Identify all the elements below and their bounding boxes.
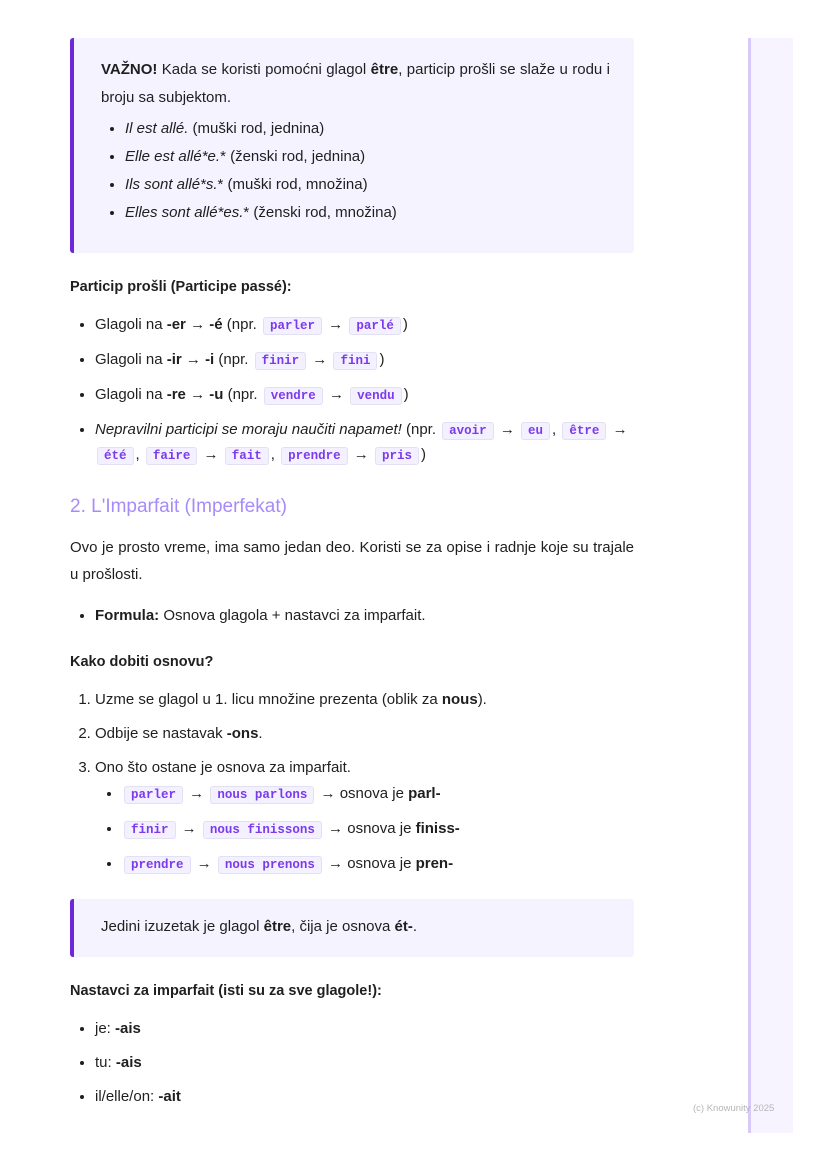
stem-examples-list [95,782,634,877]
text: ) [379,351,385,368]
text: Glagoli na [95,316,167,333]
text: → [185,785,209,802]
code-term: fait [225,447,269,465]
text: (npr. [222,316,261,333]
text: Ono što ostane je osnova za imparfait. [95,759,351,776]
endings-list [70,1017,634,1109]
bold-text: -é [209,316,223,333]
code-term: finir [124,821,176,839]
bold-text: ét- [394,918,413,935]
text: → [181,351,206,368]
bold-text: -ais [115,1020,141,1037]
text: → [192,855,216,872]
list-item [95,418,634,468]
text: (npr. [401,421,441,438]
text: , [270,446,280,463]
text: → [495,421,520,438]
code-term: parler [263,317,322,335]
bold-text: nous [441,691,478,708]
code-term: nous finissons [203,821,322,839]
text: ). [477,691,487,708]
text: ) [402,316,408,333]
text: (muški rod, jednina) [188,120,325,137]
bold-text: être [263,918,292,935]
code-term: vendu [350,387,402,405]
text: → [199,446,223,463]
italic-text: Nepravilni participi se moraju naučiti napamet! [95,421,402,438]
section-title: 2. L'Imparfait (Imperfekat) [70,496,287,517]
text: , [552,421,561,438]
list-item [95,722,634,746]
callout-intro [101,56,610,112]
list-item [125,117,610,140]
text: , [135,446,144,463]
list-item [95,1085,634,1109]
important-callout [70,38,634,253]
list-item [95,1017,634,1041]
bold-text: VAŽNO! [101,61,158,78]
bold-text: finiss- [415,820,460,837]
text: → osnova je [323,820,416,837]
text: il/elle/on: [95,1088,159,1105]
text: → [177,820,201,837]
stem-heading: Kako dobiti osnovu? [70,654,214,670]
code-term: nous parlons [210,786,314,804]
text: (npr. [223,386,262,403]
participle-list [70,313,634,468]
right-margin-panel [748,38,793,1133]
participle-heading: Particip prošli (Participe passé): [70,279,292,295]
code-term: finir [255,352,307,370]
code-term: avoir [442,422,494,440]
code-term: parlé [349,317,401,335]
text: → [185,386,210,403]
bold-text: pren- [415,855,454,872]
list-item [95,1051,634,1075]
italic-text: Il est allé. [125,120,189,137]
list-item [125,145,610,168]
code-term: faire [146,447,198,465]
text: . [412,918,418,935]
code-term: parler [124,786,183,804]
text: → [323,316,348,333]
text: Glagoli na [95,351,167,368]
code-term: été [97,447,134,465]
step-text [95,759,351,776]
bold-text: -ons [226,725,259,742]
italic-text: Ils sont allé*s. [125,176,218,193]
list-item [95,313,634,338]
italic-text: Elles sont allé*es. [125,204,244,221]
text: . [258,725,263,742]
code-term: eu [521,422,550,440]
text: (npr. [214,351,253,368]
list-item [125,201,610,224]
bold-text: -i [205,351,215,368]
bold-text: -ait [158,1088,181,1105]
gender-agreement-list [101,117,610,224]
list-item [95,756,634,877]
text: * (ženski rod, množina) [243,204,397,221]
bold-text: être [370,61,399,78]
bold-text: -ir [166,351,182,368]
text: Osnova glagola + nastavci za imparfait. [159,607,426,624]
text: → [324,386,349,403]
text: Jedini izuzetak je glagol [101,918,264,935]
exception-callout [70,899,634,957]
text: ) [403,386,409,403]
text: je: [95,1020,116,1037]
text: Kada se koristi pomoćni glagol [157,61,371,78]
code-term: vendre [264,387,323,405]
text: ) [420,446,426,463]
text: tu: [95,1054,116,1071]
code-term: prendre [281,447,348,465]
list-item [95,688,634,712]
list-item [122,817,634,842]
text: , particip prošli se slaže u rodu i broju sa subjektom. [101,61,610,106]
code-term: fini [333,352,377,370]
formula-list [70,604,634,628]
bold-text: -ais [115,1054,142,1071]
list-item [95,383,634,408]
list-item [125,173,610,196]
code-term: être [562,422,606,440]
bold-text: -re [166,386,186,403]
stem-steps-list [70,688,634,877]
footer-copyright: (c) Knowunity 2025 [693,1103,775,1114]
list-item [122,782,634,807]
text: Glagoli na [95,386,167,403]
text: * (ženski rod, jednina) [220,148,366,165]
bold-text: -u [209,386,224,403]
text: * (muški rod, množina) [217,176,368,193]
list-item [122,852,634,877]
code-term: prendre [124,856,191,874]
bold-text: -er [166,316,186,333]
text: → [308,351,332,368]
text: → [349,446,373,463]
bold-text: Formula: [95,607,160,624]
bold-text: parl- [408,785,441,802]
code-term: pris [375,447,419,465]
text: → osnova je [316,785,409,802]
section-paragraph: Ovo je prosto vreme, ima samo jedan deo. Koristi se za opise i radnje koje su trajale u prošlosti. [70,539,634,583]
document-content [70,38,634,1119]
text: , čija je osnova [291,918,395,935]
code-term: nous prenons [218,856,322,874]
list-item [95,348,634,373]
italic-text: Elle est allé*e. [125,148,221,165]
text: → [608,421,628,438]
endings-heading: Nastavci za imparfait (isti su za sve glagole!): [70,983,382,999]
text: Uzme se glagol u 1. licu množine prezenta (oblik za [95,691,442,708]
text: → osnova je [323,855,416,872]
formula-item [95,604,634,628]
text: → [185,316,210,333]
text: Odbije se nastavak [95,725,227,742]
